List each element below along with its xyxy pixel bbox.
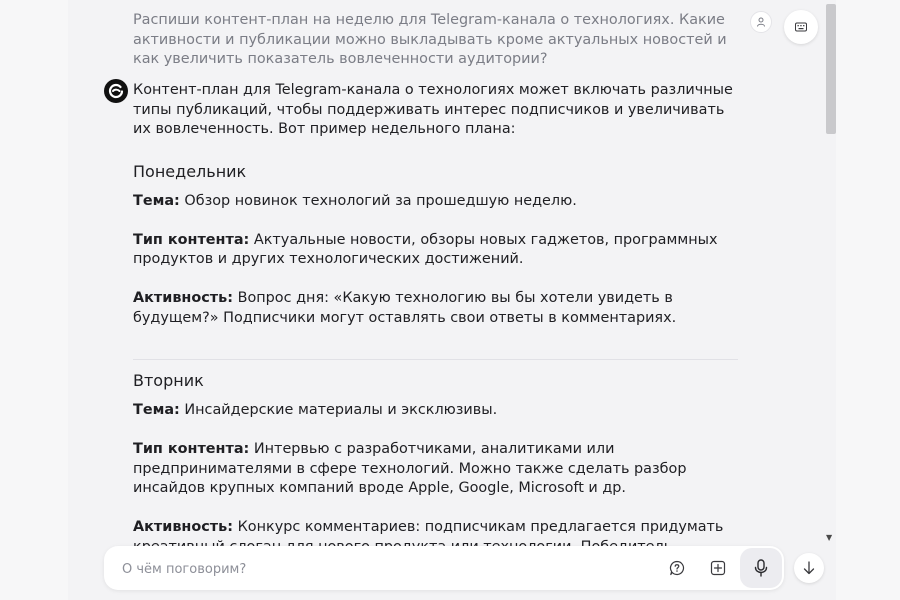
activity-label: Активность: — [133, 290, 233, 306]
activity-text: Вопрос дня: «Какую технологию вы бы хотели увидеть в будущем?» Подписчики могут оставлять свои ответы в комментариях. — [133, 290, 677, 326]
day-topic — [133, 401, 738, 421]
right-margin — [836, 0, 900, 600]
user-icon — [756, 17, 766, 27]
topic-text: Обзор новинок технологий за прошедшую неделю. — [179, 192, 577, 209]
day-title: Вторник — [133, 371, 204, 390]
add-icon — [710, 560, 726, 576]
add-attachment-button[interactable] — [704, 554, 732, 582]
topic-text: Инсайдерские материалы и эксклюзивы. — [179, 402, 498, 418]
user-message: Распиши контент-план на неделю для Telegram-канала о технологиях. Какие активности и публикации можно выкладывать кроме актуальных новостей и как увеличить показатель вовлеченности аудитории? — [133, 12, 727, 67]
activity-text: Конкурс комментариев: подписчикам предлагается придумать — [237, 519, 724, 535]
content-text: Интервью с разработчиками, аналитиками или предпринимателями в сфере технологий. Можно также сделать разбор инсайдов крупных компаний вроде Apple, Google, Microsoft и др. — [133, 441, 687, 496]
assistant-answer — [133, 81, 738, 577]
keyboard-button[interactable] — [784, 10, 818, 44]
help-button[interactable] — [663, 554, 691, 582]
keyboard-icon — [795, 22, 807, 32]
day-content — [133, 440, 738, 499]
message-composer — [104, 546, 784, 590]
activity-label: Активность: — [133, 519, 233, 535]
assistant-logo-icon — [107, 82, 125, 100]
content-text: Актуальные новости, обзоры новых гаджетов, программных продуктов и других технологических достижений. — [133, 231, 718, 267]
left-margin — [0, 0, 68, 600]
microphone-icon — [754, 559, 768, 577]
message-input[interactable] — [120, 558, 644, 580]
topic-label: Тема: — [133, 192, 180, 209]
scroll-down-arrow-icon[interactable]: ▼ — [826, 533, 833, 542]
scrollbar-thumb[interactable] — [826, 4, 836, 134]
day-content — [133, 231, 738, 270]
help-icon — [669, 560, 685, 576]
content-label: Тип контента: — [133, 441, 250, 457]
microphone-button[interactable] — [740, 548, 782, 588]
arrow-down-icon — [803, 561, 815, 575]
scroll-to-bottom-button[interactable] — [794, 553, 824, 583]
content-label: Тип контента: — [133, 231, 250, 248]
topic-label: Тема: — [133, 402, 180, 418]
assistant-avatar — [104, 79, 128, 103]
user-avatar[interactable] — [750, 11, 772, 33]
day-title: Понедельник — [133, 161, 247, 181]
answer-intro: Контент-план для Telegram-канала о технологиях может включать различные типы публикаций, чтобы поддерживать интерес подписчиков и увеличивать их вовлеченность. Вот пример недельного плана: — [133, 82, 733, 137]
day-activity — [133, 289, 738, 328]
day-topic — [133, 192, 738, 212]
